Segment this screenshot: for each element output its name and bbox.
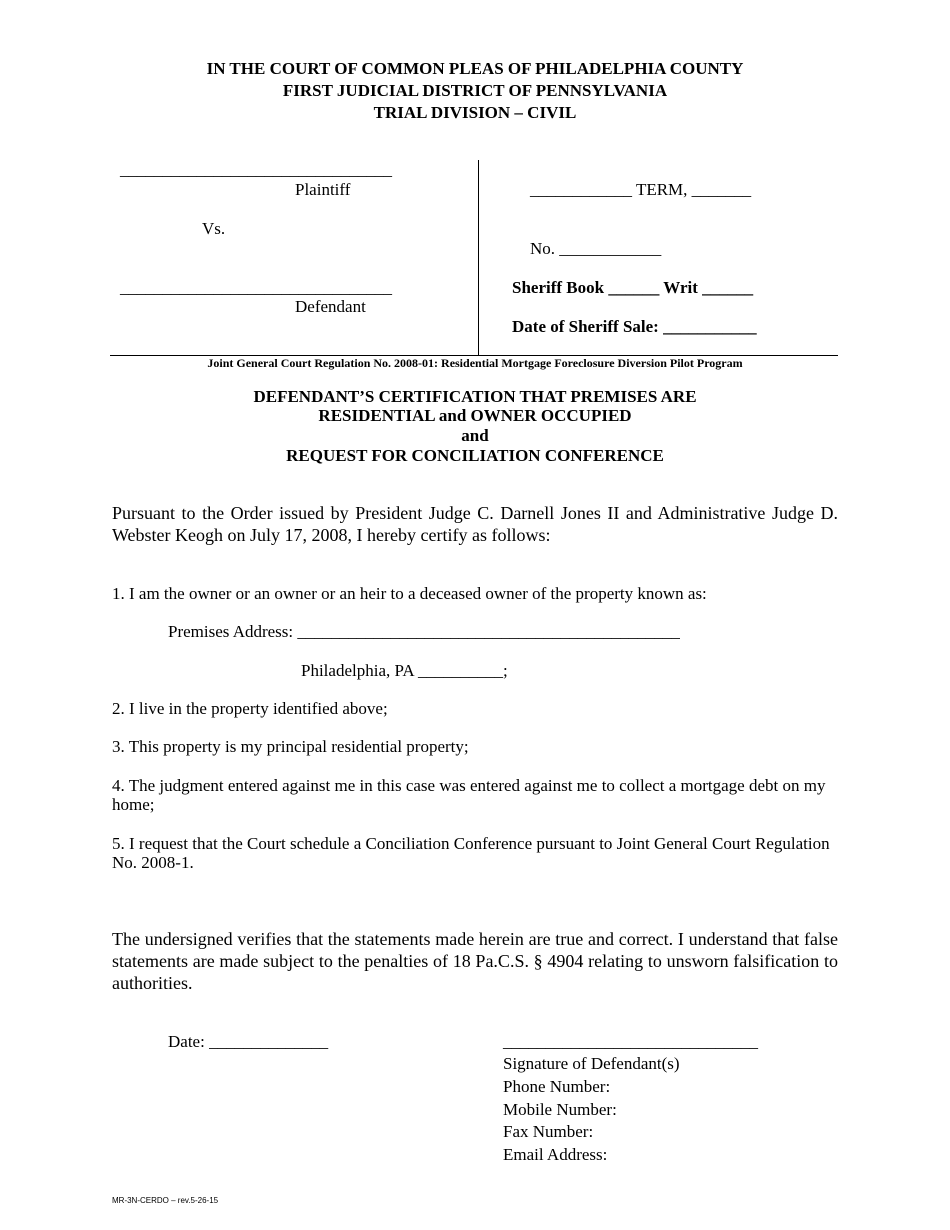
mobile-number-label: Mobile Number: [503,1100,617,1119]
verification-paragraph: The undersigned verifies that the statements made herein are true and correct. I understand that false statements are made subject to the penalties of 18 Pa.C.S. § 4904 relating to unsworn falsification to authorities. [112,929,838,993]
fax-number-label: Fax Number: [503,1122,594,1141]
date-field[interactable]: Date: ______________ [168,1032,329,1051]
document-title-line2: RESIDENTIAL and OWNER OCCUPIED [318,406,632,425]
caption-divider [478,160,479,356]
versus-label: Vs. [202,219,226,238]
signature-label: Signature of Defendant(s) [503,1054,680,1073]
intro-paragraph: Pursuant to the Order issued by President Judge C. Darnell Jones II and Administrative Judge D. Webster Keogh on July 17, 2008, I hereby certify as follows: [112,503,838,545]
signature-field[interactable]: ______________________________ [503,1032,758,1051]
defendant-blank[interactable]: ________________________________ [120,278,392,297]
certification-item-4: 4. The judgment entered against me in this case was entered against me to collect a mortgage debt on my home; [112,776,826,814]
document-title-line3: and [461,426,489,445]
sheriff-sale-date-field[interactable]: Date of Sheriff Sale: ___________ [512,317,757,336]
trial-division: TRIAL DIVISION – CIVIL [373,103,577,122]
certification-item-2: 2. I live in the property identified above; [112,699,388,718]
judicial-district: FIRST JUDICIAL DISTRICT OF PENNSYLVANIA [282,81,668,100]
certification-item-1: 1. I am the owner or an owner or an heir to a deceased owner of the property known as: [112,584,707,603]
form-code: MR-3N-CERDO – rev.5-26-15 [112,1196,219,1205]
city-zip-field[interactable]: Philadelphia, PA __________; [301,661,508,680]
defendant-label: Defendant [295,297,366,316]
email-address-label: Email Address: [503,1145,608,1164]
sheriff-book-writ-field[interactable]: Sheriff Book ______ Writ ______ [512,278,754,297]
certification-item-3: 3. This property is my principal residential property; [112,737,469,756]
premises-address-field[interactable]: Premises Address: _____________________________________________ [168,622,680,641]
phone-number-label: Phone Number: [503,1077,611,1096]
regulation-reference: Joint General Court Regulation No. 2008-01: Residential Mortgage Foreclosure Diversion Pilot Program [207,356,743,370]
document-title-line1: DEFENDANT’S CERTIFICATION THAT PREMISES ARE [253,387,697,406]
plaintiff-blank[interactable]: ________________________________ [120,160,392,179]
plaintiff-label: Plaintiff [295,180,351,199]
term-field[interactable]: ____________ TERM, _______ [530,180,752,199]
document-title-line4: REQUEST FOR CONCILIATION CONFERENCE [286,446,664,465]
certification-item-5: 5. I request that the Court schedule a Conciliation Conference pursuant to Joint General Court Regulation No. 2008-1. [112,834,830,872]
court-name: IN THE COURT OF COMMON PLEAS OF PHILADELPHIA COUNTY [206,59,744,78]
case-number-field[interactable]: No. ____________ [530,239,662,258]
